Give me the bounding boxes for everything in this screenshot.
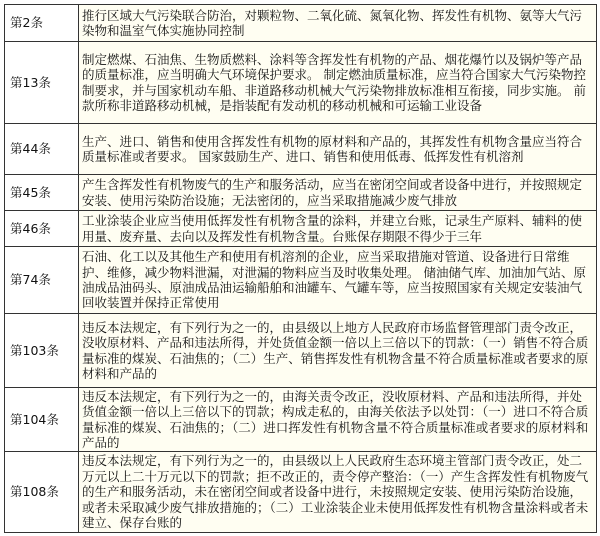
table-row [5, 388, 597, 452]
article-number: 第44条 [5, 124, 79, 175]
article-text: 违反本法规定，有下列行为之一的，由县级以上人民政府生态环境主管部门责令改正，处二万元以上二十万元以下的罚款；拒不改正的，责令停产整治：（一）产生含挥发性有机物废气的生产和服务活动，未在密闭空间或者设备中进行，未按照规定安装、使用污染防治设施，或者未采取减少废气排放措施的；（二）工业涂装企业未使用低挥发性有机物含量涂料或者未建立、保存台账的 [79, 452, 597, 533]
article-number: 第108条 [5, 452, 79, 533]
article-number: 第13条 [5, 42, 79, 124]
article-text: 违反本法规定，有下列行为之一的，由县级以上地方人民政府市场监督管理部门责令改正，没收原材料、产品和违法所得，并处货值金额一倍以上三倍以下的罚款：（一）销售不符合质量标准的煤炭、石油焦的；（二）生产、销售挥发性有机物含量不符合质量标准或者要求的原材料和产品的 [79, 314, 597, 388]
article-number: 第2条 [5, 5, 79, 42]
table-row [5, 5, 597, 42]
article-text: 生产、进口、销售和使用含挥发性有机物的原材料和产品的，其挥发性有机物含量应当符合质量标准或者要求。 国家鼓励生产、进口、销售和使用低毒、低挥发性有机溶剂 [79, 124, 597, 175]
table-row [5, 314, 597, 388]
table-row [5, 247, 597, 314]
article-text: 工业涂装企业应当使用低挥发性有机物含量的涂料，并建立台账，记录生产原料、辅料的使用量、废弃量、去向以及挥发性有机物含量。台账保存期限不得少于三年 [79, 211, 597, 247]
table-row [5, 175, 597, 211]
article-text: 制定燃煤、石油焦、生物质燃料、涂料等含挥发性有机物的产品、烟花爆竹以及锅炉等产品的质量标准，应当明确大气环境保护要求。 制定燃油质量标准，应当符合国家大气污染物控制要求，并与国家机动车船、非道路移动机械大气污染物排放标准相互衔接，同步实施。 前款所称非道路移动机械，是指装配有发动机的移动机械和可运输工业设备 [79, 42, 597, 124]
table-row [5, 124, 597, 175]
table-row [5, 452, 597, 533]
article-number: 第46条 [5, 211, 79, 247]
article-text: 石油、化工以及其他生产和使用有机溶剂的企业，应当采取措施对管道、设备进行日常维护、维修，减少物料泄漏，对泄漏的物料应当及时收集处理。 储油储气库、加油加气站、原油成品油码头、原油成品油运输船舶和油罐车、气罐车等，应当按照国家有关规定安装油气回收装置并保持正常使用 [79, 247, 597, 314]
article-number: 第45条 [5, 175, 79, 211]
article-number: 第74条 [5, 247, 79, 314]
article-text: 推行区域大气污染联合防治，对颗粒物、二氧化硫、氮氧化物、挥发性有机物、氨等大气污染物和温室气体实施协同控制 [79, 5, 597, 42]
article-number: 第104条 [5, 388, 79, 452]
article-text: 违反本法规定，有下列行为之一的，由海关责令改正，没收原材料、产品和违法所得，并处货值金额一倍以上三倍以下的罚款；构成走私的，由海关依法予以处罚：（一）进口不符合质量标准的煤炭、石油焦的；（二）进口挥发性有机物含量不符合质量标准或者要求的原材料和产品的 [79, 388, 597, 452]
article-text: 产生含挥发性有机物废气的生产和服务活动，应当在密闭空间或者设备中进行，并按照规定安装、使用污染防治设施；无法密闭的，应当采取措施减少废气排放 [79, 175, 597, 211]
table-row [5, 211, 597, 247]
article-number: 第103条 [5, 314, 79, 388]
regulation-table [4, 4, 597, 533]
regulation-table-container [4, 4, 596, 532]
table-row [5, 42, 597, 124]
